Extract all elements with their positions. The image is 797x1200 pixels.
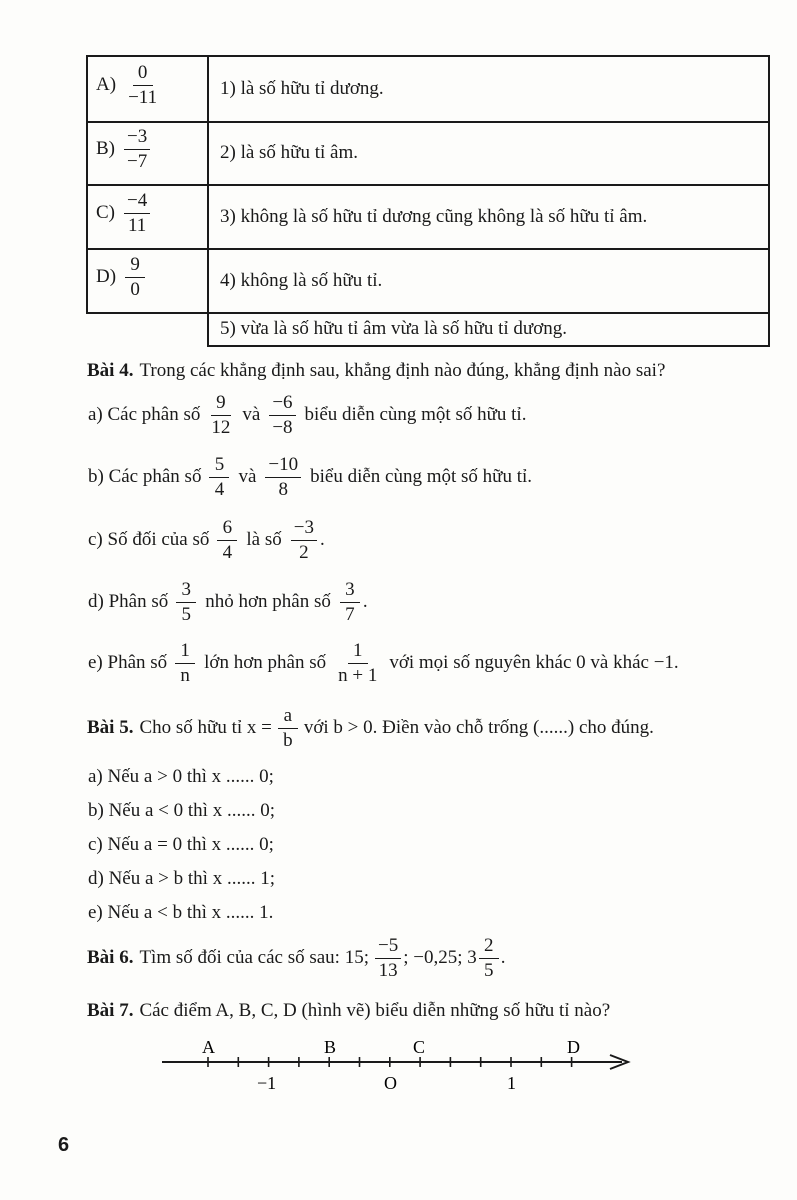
fraction: 3 7 <box>340 580 360 625</box>
fraction: $\frac{a}{b}$ <box>278 706 298 751</box>
point-label-d: D <box>567 1037 580 1057</box>
fraction: 9 12 <box>211 392 231 438</box>
tick-label-minus-one: −1 <box>257 1073 277 1093</box>
page-number: 6 <box>58 1134 70 1156</box>
mixed-fraction: 2 5 <box>479 936 499 981</box>
point-label-a: A <box>202 1037 215 1057</box>
fraction: −3 2 <box>291 518 317 563</box>
fraction: 3 5 <box>176 580 196 625</box>
bai5-item-d: d) Nếu a > b thì x ...... 1; <box>88 868 275 889</box>
bai4-item-d: d) Phân số 3 5 nhỏ hơn phân số 3 7 . <box>88 579 368 625</box>
bai4-item-a: a) Các phân số 9 12 và −6 −8 biểu diễn cùng một số hữu tỉ. <box>88 392 527 438</box>
table-option-4: 4) không là số hữu tỉ. <box>220 270 383 291</box>
table-option-2: 2) là số hữu tỉ âm. <box>220 142 359 163</box>
bai5-heading: Bài 5. Cho số hữu tỉ x = $\frac{a}{b}$ với b > 0. Điền vào chỗ trống (......) cho đúng. <box>87 705 654 751</box>
fraction: −6 −8 <box>269 393 295 438</box>
bai5-item-c: c) Nếu a = 0 thì x ...... 0; <box>88 834 274 855</box>
bai6-heading: Bài 6. Tìm số đối của các số sau: 15; −5 13 ; −0,25; 3 2 5 . <box>87 935 506 981</box>
fraction: 1 n <box>175 641 195 686</box>
table-option-5: 5) vừa là số hữu tỉ âm vừa là số hữu tỉ dương. <box>220 318 568 339</box>
fraction: 5 4 <box>209 455 229 500</box>
bai4-heading: Bài 4. Trong các khẳng định sau, khẳng định nào đúng, khẳng định nào sai? <box>87 360 666 381</box>
fraction: −4 11 <box>124 191 150 236</box>
table-option-1: 1) là số hữu tỉ dương. <box>220 78 384 99</box>
bai5-item-e: e) Nếu a < b thì x ...... 1. <box>88 902 274 923</box>
tick-label-origin: O <box>384 1073 397 1093</box>
table-row-c: C) −4 11 <box>96 191 153 236</box>
tick-label-one: 1 <box>507 1073 516 1093</box>
bai5-item-a: a) Nếu a > 0 thì x ...... 0; <box>88 766 274 787</box>
bai4-item-e: e) Phân số 1 n lớn hơn phân số 1 n + 1 với mọi số nguyên khác 0 và khác −1. <box>88 640 679 686</box>
bai5-item-b: b) Nếu a < 0 thì x ...... 0; <box>88 800 275 821</box>
fraction: 1 n + 1 <box>338 640 378 686</box>
point-label-c: C <box>413 1037 426 1057</box>
fraction: 6 4 <box>217 518 237 563</box>
table-row-d: D) 9 0 <box>96 255 148 300</box>
table-option-3: 3) không là số hữu tỉ dương cũng không là số hữu tỉ âm. <box>220 206 648 227</box>
bai4-item-b: b) Các phân số 5 4 và −10 8 biểu diễn cùng một số hữu tỉ. <box>88 454 533 500</box>
point-label-b: B <box>324 1037 337 1057</box>
fraction: 9 0 <box>125 255 145 300</box>
table-row-a: A) 0 −11 <box>96 63 163 108</box>
fraction: 0 −11 <box>128 62 158 108</box>
bai4-item-c: c) Số đối của số 6 4 là số −3 2 . <box>88 517 325 563</box>
fraction: −10 8 <box>265 455 301 500</box>
table-row-b: B) −3 −7 <box>96 127 153 172</box>
fraction: −3 −7 <box>124 127 150 172</box>
bai7-heading: Bài 7. Các điểm A, B, C, D (hình vẽ) biểu diễn những số hữu tỉ nào? <box>87 1000 611 1021</box>
fraction: −5 13 <box>375 936 401 981</box>
